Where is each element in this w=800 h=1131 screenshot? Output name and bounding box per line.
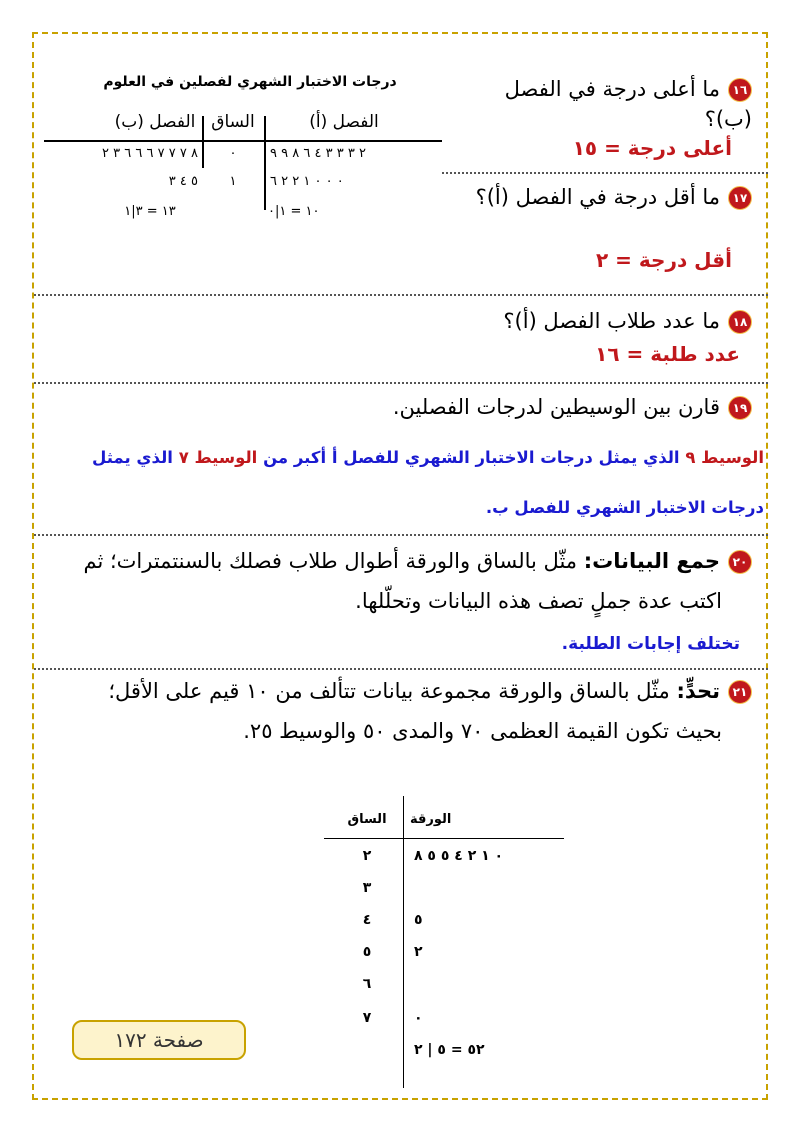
q20-text-line2: اكتب عدة جملٍ تصف هذه البيانات وتحلّلها.: [355, 589, 722, 613]
q19-answer-line1: [36, 446, 764, 470]
table2-key: ٥٢ = ٥ | ٢: [414, 1042, 485, 1058]
table2-stem: ٢: [362, 848, 372, 864]
q18-number-badge: ١٨: [728, 310, 752, 334]
divider-q17: [34, 294, 768, 296]
q19-answer-line2: درجات الاختبار الشهري للفصل ب.: [485, 498, 764, 517]
q16-answer: أعلى درجة = ١٥: [572, 136, 732, 160]
table1-col-b: الفصل (ب): [114, 112, 196, 132]
q21-text-line1: مثّل بالساق والورقة مجموعة بيانات تتألف من ١٠ قيم على الأقل؛: [108, 679, 677, 703]
table2-stem: ٤: [362, 912, 372, 928]
table2-col-stem: الساق: [347, 812, 387, 827]
table1-key-a: ١٠ = ١|٠: [268, 204, 320, 219]
page-number-tag: صفحة ١٧٢: [72, 1020, 246, 1060]
table2-stem: ٧: [362, 1010, 372, 1026]
q17-number-badge: ١٧: [728, 186, 752, 210]
q19-answer-part3: الوسيط ٧: [178, 448, 258, 467]
q20-text-line1: مثّل بالساق والورقة أطوال طلاب فصلك بالسنتمترات؛ ثم: [83, 549, 584, 573]
q19-number-badge: ١٩: [728, 396, 752, 420]
q20-number-badge: ٢٠: [728, 550, 752, 574]
q16: [456, 74, 752, 134]
q16-text: ما أعلى درجة في الفصل (ب)؟: [504, 77, 752, 131]
table1-row1-stem: ٠: [229, 146, 237, 161]
q18: [300, 306, 752, 336]
q21-text-line2: بحيث تكون القيمة العظمى ٧٠ والمدى ٥٠ والوسيط ٢٥.: [243, 719, 722, 743]
q20: [60, 546, 752, 576]
table1-row2-b: ٥ ٤ ٣: [168, 174, 198, 189]
q17-answer: أقل درجة = ٢: [596, 248, 732, 272]
q19: [300, 392, 752, 422]
divider-q20: [34, 668, 768, 670]
table2-stem: ٦: [362, 976, 372, 992]
divider-q16: [442, 172, 768, 174]
divider-q19: [34, 534, 768, 536]
table2-leaf: ٠ ١ ٢ ٤ ٥ ٥ ٨: [414, 848, 504, 864]
table1-title: درجات الاختبار الشهري لفصلين في العلوم: [103, 74, 397, 90]
table2-stem: ٥: [362, 944, 372, 960]
table2-leaf: ٠: [414, 1010, 423, 1026]
q19-text: قارن بين الوسيطين لدرجات الفصلين.: [392, 395, 720, 419]
q20-label: جمع البيانات:: [583, 549, 720, 573]
q20-answer: تختلف إجابات الطلبة.: [561, 634, 740, 654]
table1-col-a: الفصل (أ): [309, 112, 379, 132]
q17-text: ما أقل درجة في الفصل (أ)؟: [475, 185, 720, 209]
divider-q18: [34, 382, 768, 384]
table1-row1-a: ٢ ٣ ٣ ٣ ٤ ٦ ٨ ٩ ٩: [270, 146, 366, 161]
q18-text: ما عدد طلاب الفصل (أ)؟: [503, 309, 720, 333]
q18-answer: عدد طلبة = ١٦: [595, 342, 740, 366]
table1-row2-stem: ١: [229, 174, 237, 189]
table2-stem: ٣: [362, 880, 372, 896]
q21-label: تحدٍّ:: [676, 679, 720, 703]
table2-col-leaf: الورقة: [410, 812, 452, 827]
table2-leaf: ٢: [414, 944, 423, 960]
q21-number-badge: ٢١: [728, 680, 752, 704]
table1-row2-a: ٠ ٠ ٠ ١ ٢ ٢ ٦: [270, 174, 344, 189]
table2-divider: [403, 796, 404, 1088]
table1-header-line: [44, 140, 442, 142]
table1-key-b: ١٣ = ٣|١: [124, 204, 176, 219]
table1-divider-left: [202, 116, 204, 168]
table2-header-line: [324, 838, 564, 839]
table1-divider-right: [264, 116, 266, 210]
q21: [60, 676, 752, 706]
q19-answer-part2: الذي يمثل درجات الاختبار الشهري للفصل أ أكبر من: [257, 448, 686, 467]
table1-row1-b: ٨ ٧ ٧ ٧ ٦ ٦ ٦ ٣ ٢: [102, 146, 198, 161]
q19-answer-part4: الذي يمثل: [91, 448, 179, 467]
table2-leaf: ٥: [414, 912, 423, 928]
q17: [456, 182, 752, 212]
table1-col-stem: الساق: [211, 112, 255, 132]
q19-answer-part1: الوسيط ٩: [685, 448, 764, 467]
q16-number-badge: ١٦: [728, 78, 752, 102]
